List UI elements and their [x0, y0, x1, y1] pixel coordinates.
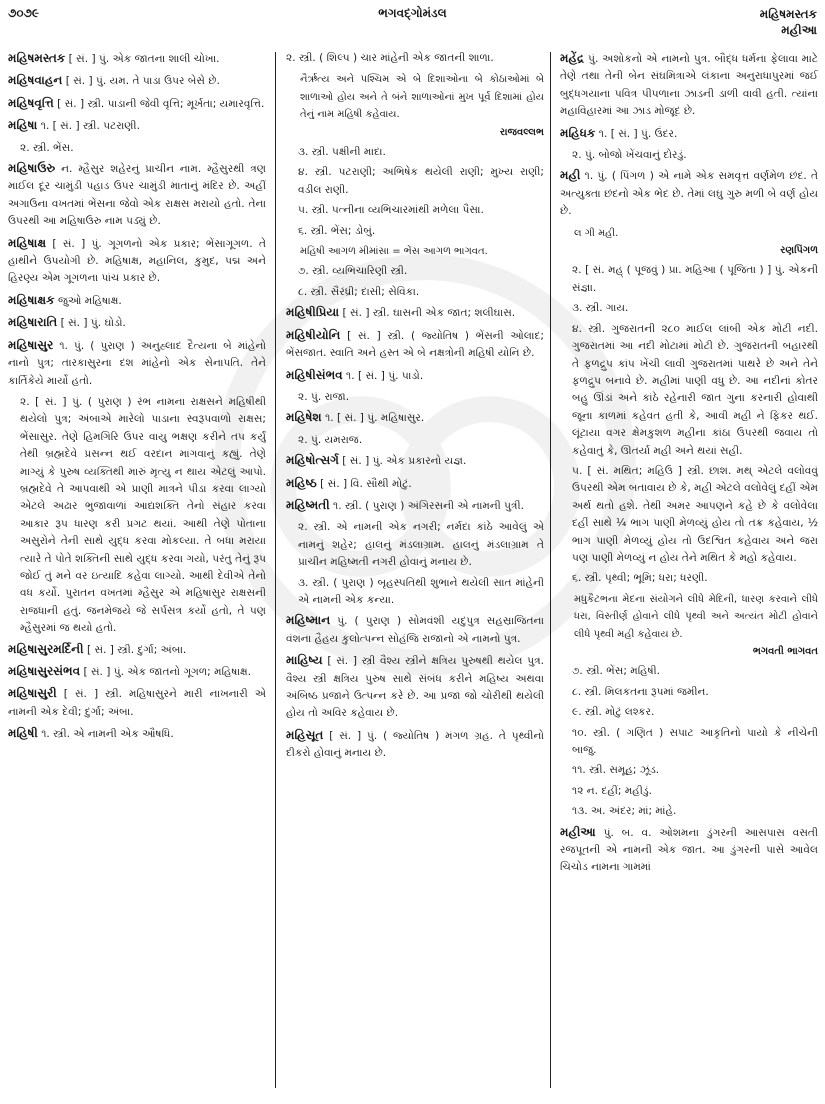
sub-sense: ૩. સ્ત્રી. ગાય.: [572, 302, 629, 315]
headword: મહિષાસુર: [8, 337, 54, 352]
citation-quote: [560, 225, 818, 260]
guide-word-last: મહીઆ: [781, 23, 817, 37]
dictionary-entry: [560, 167, 818, 220]
definition: પું. અશોકનો એ નામનો પુત્ર. બૌદ્ધ ધર્મના ફેલાવા માટે તેણે તથા તેની બેન સંઘમિત્રાએ લંકાના અનુરાધાપુરમાં જઈ બુદ્ધગયાના પવિત્ર પીપળાના ઝાડની ડાળી વાવી હતી. ત્યાંના મહાવિહારમાં આ ઝાડ મોજૂદ છે.: [560, 53, 818, 118]
dictionary-entry: [286, 304, 544, 322]
headword: મહેંદ્ર: [560, 51, 585, 65]
headword: મહિષ્માન: [286, 613, 331, 628]
citation-quote: [286, 243, 544, 260]
headword: મહિષારાતિ: [8, 315, 58, 330]
page-number: ૭૦૭૯: [8, 6, 40, 20]
dictionary-entry: [560, 50, 818, 121]
definition: ૧. [ સં. ] પું. મહિષાસુર.: [325, 412, 425, 425]
sub-sense: ૧૨ ન. દહીં; મહીડું.: [572, 784, 653, 797]
sub-sense: ૨. પું. યમરાજ.: [298, 433, 363, 446]
definition: [ સં. ] સ્ત્રી વૈશ્ય સ્ત્રીને ક્ષત્રિય પુરુષથી થયેલ પુત્ર. વૈશ્ય સ્ત્રી ક્ષત્રિય પુરુષ સાથે સંબંધ કરીને મહિષ્ય અથવા અંબિષ્ઠ પ્રજાને ઉત્પન્ન કરે છે. આ પ્રજા જો ચોરીથી થયેલી હોય તો અવિર કહેવાય છે.: [286, 655, 544, 720]
guide-words: [760, 6, 817, 38]
citation-quote: [560, 591, 818, 661]
definition: [ સં. ] પું. યમ. તે પાડા ઉપર બેસે છે.: [65, 75, 220, 88]
quote-text: મધુકૈટભના મેદના સંયોગને લીધે મેદિની, ધારણ કરવાને લીધે ધરા, વિસ્તીર્ણ હોવાને લીધે પૃથ્વી અને અત્યંત મોટી હોવાને લીધે પૃથ્વી મહી કહેવાય છે.: [574, 593, 818, 640]
dictionary-entry: [286, 497, 544, 515]
definition: જુઓ મહિષાક્ષ.: [57, 294, 122, 307]
continued-sense: ૨. સ્ત્રી. ( શિલ્પ ) ચાર માંહેની એક જાતની શાળા.: [286, 52, 494, 64]
definition: [ સં. ] પું. એક પ્રકારનો યજ્ઞ.: [342, 455, 467, 468]
headword: મહિષોત્સર્ગ: [286, 453, 339, 468]
definition: ૧. પું. ( પુરાણ ) અનુહ્લાદ દૈત્યના બે માંહેનો નાનો પુત્ર; તારકાસુરના દશ માંહેનો એક સેનાપતિ. તેને કાર્તિકેયે માર્યો હતો.: [8, 339, 266, 387]
dictionary-entry: [560, 125, 818, 143]
sub-sense: ૨. પું. રાજા.: [298, 390, 350, 403]
dictionary-columns: [0, 50, 825, 1090]
dictionary-entry: [286, 452, 544, 470]
definition: ૧. [ સં. ] પું. પાડો.: [346, 369, 424, 382]
headword: મહિષેશ: [286, 410, 322, 425]
sub-sense: ૩. સ્ત્રી. ( પુરાણ ) બૃહસ્પતિથી શુભાને થયેલી સાત માંહેની એ નામની એક કન્યા.: [298, 576, 544, 606]
sub-sense: ૨. સ્ત્રી. એ નામની એક નગરી; નર્મદા કાંઠે આવેલું એ નામનું શહેર; હાલનું મંડલાગ્રામ. હાલનું મંડલાગ્રામ તે પ્રાચીન મહિષ્મતી નગરી હોવાનું મનાય છે.: [298, 521, 544, 569]
sub-sense: ૮. સ્ત્રી. મિલકતના રૂપમાં જમીન.: [572, 685, 709, 698]
column-2: [286, 50, 544, 1090]
definition: ૧. સ્ત્રી. એ નામની એક ઔષધિ.: [41, 728, 174, 741]
headword: મહી: [560, 168, 581, 183]
headword: મહિષા: [8, 118, 38, 133]
definition: ન. મ્હૈસુર શહેરનું પ્રાચીન નામ. મ્હૈસુરથી ત્રણ માઈલ દૂર ચામુંડી પહાડ ઉપર ચામુંડી માતાનું મંદિર છે. અહીં અગાઉના વખતમાં ભેંસના જેવો એક રાક્ષસ મરાયો હતો. તેના ઉપરથી આ મહિષાઉરુ નામ પડ્યું છે.: [8, 163, 266, 228]
dictionary-entry: [8, 641, 266, 659]
dictionary-entry: [8, 314, 266, 332]
dictionary-entry: [286, 475, 544, 493]
dictionary-entry: [8, 160, 266, 231]
column-1: [8, 50, 266, 1090]
definition: [ સં. ] સ્ત્રી. પાડાની જેવી વૃત્તિ; મૂર્ખતા; યમારવૃત્તિ.: [57, 97, 265, 110]
sub-sense: ૧૩. અ. અંદર; માં; માંહે.: [572, 805, 677, 818]
sub-sense: ૮. સ્ત્રી. સૈરંધ્રી; દાસી; સેવિકા.: [298, 285, 420, 298]
quote-text: નૈર્ઋત્ય અને પશ્ચિમ એ બે દિશાઓના બે કોઠાઓમાં બે શાળાઓ હોય અને તે બંને શાળાઓનાં મુખ પૂર્વ દિશામાં હોય તેનું નામ મહિષી કહેવાય.: [300, 74, 544, 121]
dictionary-entry: [8, 95, 266, 113]
sub-sense: ૪. સ્ત્રી. પટરાણી; અભિષેક થયેલી રાણી; મુખ્ય રાણી; વડીલ રાણી.: [298, 166, 544, 196]
definition: [ સં. ] સ્ત્રી. ઘાસની એક જાત; શલીઘાસ.: [342, 307, 516, 320]
headword: મહિષાઉરુ: [8, 161, 56, 176]
definition: ૧. સ્ત્રી. ( પુરાણ ) અંગિરસની એ નામની પુત્રી.: [333, 499, 524, 512]
headword: મહિષીસંભવ: [286, 367, 343, 382]
quote-text: લ ગી મહી.: [574, 227, 619, 239]
definition: [ સં. ] સ્ત્રી. ( જ્યોતિષ ) ભેંસની ઓલાદ; ભેંસજાત. સ્વાતિ અને હસ્ત એ બે નક્ષત્રોની મહિષી યોનિ છે.: [286, 329, 544, 360]
headword: મહિષાક્ષ: [8, 235, 47, 250]
definition: [ સં. ] પું. એક જાતનો ગૂગળ; મહિષાક્ષ.: [83, 666, 252, 678]
headword: મહિષીપ્રિયા: [286, 305, 340, 320]
sub-sense: ૬. સ્ત્રી. ભેંસ; ડોબું.: [298, 224, 376, 237]
sub-sense: ૭. સ્ત્રી. વ્યભિચારિણી સ્ત્રી.: [298, 265, 408, 278]
definition: પું. ( પુરાણ ) સોમવંશી યદુપુત્ર સહસ્રાજિતના વંશના હૈહય કુલોત્પન્ન સોહંજિ રાજાનો એ નામનો પુત્ર.: [286, 615, 544, 645]
headword: મહિષી: [8, 726, 38, 741]
definition: ૧. [ સં. ] પું. ઉંદર.: [598, 127, 678, 140]
headword: મહિષ્મતી: [286, 497, 330, 512]
sub-sense: ૨. [ સં. મહ્ ( પૂજવું ) પ્રા. મહિઆ ( પૂજિતા ) ] પું. એકની સંજ્ઞા.: [572, 264, 818, 294]
citation-quote: [286, 71, 544, 141]
sub-sense: ૩. સ્ત્રી. પક્ષીની માદા.: [298, 146, 386, 159]
dictionary-entry: [8, 292, 266, 310]
headword: મહીઆ: [560, 824, 596, 839]
definition: [ સં. ] પું. ( જ્યોતિષ ) મંગળ ગ્રહ. તે પૃથ્વીનો દીકરો હોવાનું મનાય છે.: [286, 729, 544, 760]
dictionary-entry: [8, 337, 266, 390]
sub-sense: ૧૧. સ્ત્રી. સમૂહ; ઝૂંડ.: [572, 764, 660, 777]
definition: પું. બ. વ. ઓશમના ડુંગરની આસપાસ વસતી રજપૂતની એ નામની એક જાત. આ ડુંગરની પાસે આવેલ ચિચોડ નામના ગામમાં: [560, 826, 818, 874]
headword: માહિષ્ય: [286, 653, 323, 668]
headword: મહિષીયોનિ: [286, 327, 341, 342]
sub-sense: ૧૦. સ્ત્રી. ( ગણિત ) સપાટ આકૃતિનો પાયો કે નીચેની બાજુ.: [572, 726, 818, 757]
definition: ૧. પું. ( પિંગળ ) એ નામે એક સમવૃત્ત વર્ણમેળ છંદ. તે અત્યુક્તા છંદનો એક ભેદ છે. તેમાં લઘુ ગુરુ મળી બે વર્ણ હોય છે.: [560, 170, 818, 218]
running-title: ભગવદ્ગોમંડલ: [378, 6, 447, 20]
quote-source: ભગવતી ભાગવત: [752, 646, 818, 657]
definition: [ સં. ] સ્ત્રી. મહિષાસુરને મારી નાખનારી એ નામની એક દેવી; દુર્ગા; અંબા.: [8, 688, 266, 718]
headword: મહિષ્ઠ: [286, 475, 317, 490]
headword: મહિષાક્ષક: [8, 292, 55, 307]
headword: મહિષાસુરમર્દિની: [8, 641, 84, 656]
headword: મહિષવાહન: [8, 73, 63, 88]
headword: મહિસૂત: [286, 727, 324, 742]
page-header: [0, 0, 825, 48]
dictionary-entry: [286, 612, 544, 648]
dictionary-entry: [8, 72, 266, 90]
dictionary-entry: [286, 367, 544, 385]
sub-sense: ૨. [ સં. ] પું. ( પુરાણ ) રંભ નામના રાક્ષસને મહિષીથી થયેલો પુત્ર; અંબાએ મારેલો પાડાના સ્વરૂપવાળો રાક્ષસ; ભેંસાસુર. તેણે હિમગિરિ ઉપર વાયુ ભક્ષણ કરીને તપ કર્યું તેથી બ્રહ્મદેવે પ્રસન્ન થઈ વરદાન માગવાનું કહ્યું. તેણે માગ્યું કે પુરુષ વ્યક્તિથી મારું મૃત્યુ ન થાય એટલું આપો. બ્રહ્મદેવે તે આપવાથી એ પ્રાણી માત્રને પીડા કરવા લાગ્યો એટલે અઢાર ભુજાવાળાં આદ્યશક્તિ તેનો સંહાર કરવા આકાર રૂપ ધારણ કરી પ્રગટ થયાં. આથી તેણે પોતાના અસુરોને તેની સાથે યુદ્ધ કરવા મોકલ્યા. તે બધા મરાયા ત્યારે તે પોતે શક્તિની સાથે યુદ્ધ કરવા ગયો, પરંતુ તેનું રૂપ જોઈ તું મને વર ઇત્યાદિ કહેવા લાગ્યો. આથી દેવીએ તેનો વધ કર્યો. પુરાતન વખતમાં મ્હૈસુર એ મહિષાસુર રાક્ષસની રાજધાની હતું. જનમેજયે જે સર્પસત્ર કર્યો હતો, તે પણ મ્હૈસુરમાં જ થયો હતો.: [20, 395, 266, 635]
dictionary-entry: [8, 50, 266, 68]
headword: મહિષમસ્તક: [8, 51, 66, 65]
column-3: [560, 50, 818, 1090]
sub-sense: ૪. સ્ત્રી. ગુજરાતની ૨૮૦ માઈલ લાંબી એક મોટી નદી. ગુજરાતમાં આ નદી મોટામાં મોટી છે. ગુજરાતની બહારથી તે ફળદ્રુપ કાંપ ખેંચી લાવી ગુજરાતમાં પાથરે છે અને તેને ફળદ્રુપ બનાવે છે. મહીમાં પાણી વધુ છે. આ નદીનાં કોતર બહુ ઊંડાં અને કાંઠે રહેનારી જાત ગુના કરનારી હોવાથી જૂના કાળમાં કહેવત હતી કે, આવી મહી ને ફિકર થઈ. લૂંટાયા વગર ક્ષેમકુશળ મહીના કાંઠા ઉપરથી જવાય તો કહેવાતું કે, ઊતર્યા મહી અને થયાં સહી.: [572, 322, 818, 457]
sub-sense: ૫. સ્ત્રી. પત્નીના વ્યભિચારમાંથી મળેલા પૈસા.: [298, 204, 484, 217]
sub-sense: ૭. સ્ત્રી. ભેંસ; મહિષી.: [572, 665, 661, 678]
dictionary-entry: [286, 727, 544, 763]
definition: [ સં. ] પું. એક જાતના શાલી ચોખા.: [68, 53, 220, 65]
quote-source: રાજવલ્લભ: [499, 126, 544, 138]
dictionary-entry: [8, 235, 266, 288]
sub-sense: ૫. [ સં. મથિત; મહિઉ ] સ્ત્રી. છાશ. મથ્ એટલે વલોવવું ઉપરથી એમ બતાવાય છે કે, મહી એટલે વલોવેલું દહીં એમ અર્થ થતો હશે. તેથી અમર આપણને કહે છે કે વલોવેલા દહીં સાથે ¼ ભાગ પાણી મેળવ્યું હોય તો તક્ર કહેવાય, ½ ભાગ પાણી મેળવ્યું હોય તો ઉદશ્વિત કહેવાય અને જરા પણ પાણી મેળવ્યું ન હોય તેને મથિત કે મહો કહેવાય.: [572, 464, 818, 564]
dictionary-entry: [8, 663, 266, 681]
sub-sense: ૯. સ્ત્રી. મોટું લશ્કર.: [572, 706, 655, 719]
dictionary-entry: [8, 725, 266, 743]
quote-text: મહિષી આગળ મીમાંસા = ભેંસ આગળ ભાગવત.: [300, 246, 488, 258]
sub-sense: ૨. સ્ત્રી. ભેંસ.: [20, 141, 74, 154]
headword: મહિષાસુરસંભવ: [8, 664, 81, 678]
definition: [ સં. ] પું. ગૂગળનો એક પ્રકાર; ભેંસાગૂગળ. તે હાથીને ઉપયોગી છે. મહિષાક્ષ, મહાનિલ, કુમુદ, પદ્મ અને હિરણ્ય એમ ગૂગળના પાંચ પ્રકાર છે.: [8, 237, 266, 285]
sub-sense: ૨. પું. બોજો ખેંચવાનું દોરડું.: [572, 149, 687, 162]
dictionary-entry: [8, 117, 266, 135]
definition: [ સં. ] વિ. સૌથી મોટું.: [320, 477, 412, 490]
definition: [ સં. ] પું. ઘોડો.: [60, 317, 126, 330]
guide-word-first: મહિષમસ્તક: [759, 7, 817, 21]
dictionary-entry: [286, 652, 544, 723]
sub-sense: ૬. સ્ત્રી. પૃથ્વી; ભૂમિ; ધરા; ધરણી.: [572, 572, 708, 585]
definition: ૧. [ સં. ] સ્ત્રી. પટરાણી.: [40, 120, 140, 133]
headword: મહિષવૃત્તિ: [8, 95, 54, 110]
dictionary-entry: [8, 685, 266, 721]
dictionary-entry: [286, 327, 544, 363]
definition: [ સં. ] સ્ત્રી. દુર્ગા; અંબા.: [86, 643, 187, 656]
dictionary-entry: [286, 409, 544, 427]
headword: મહિધક: [560, 125, 596, 140]
quote-source: રણપિંગળ: [780, 245, 818, 257]
headword: મહિષાસુરી: [8, 686, 57, 701]
dictionary-entry: [560, 824, 818, 877]
